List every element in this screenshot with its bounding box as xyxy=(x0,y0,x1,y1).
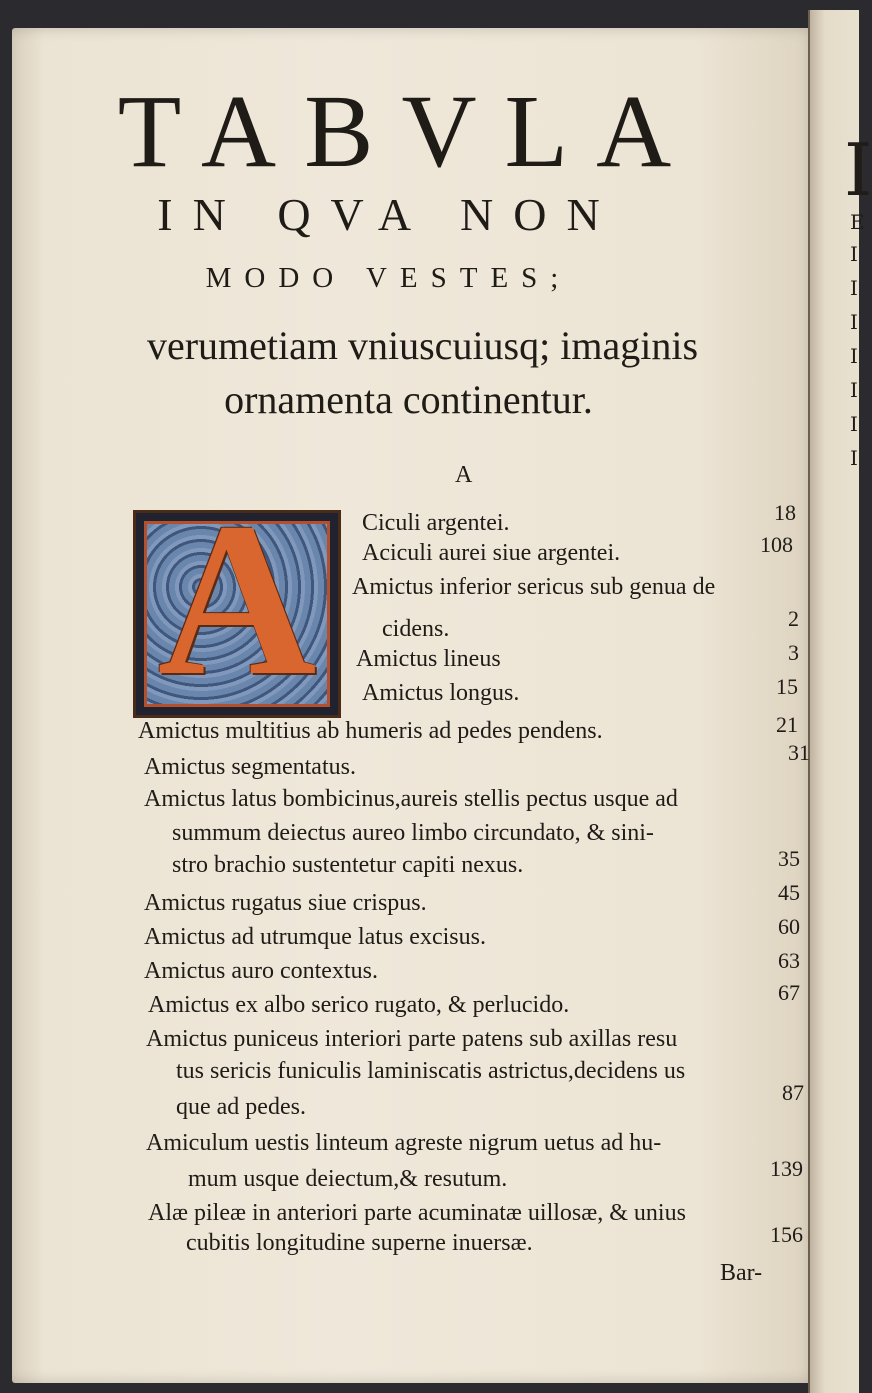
index-entry: cubitis longitudine superne inuersæ. xyxy=(186,1230,533,1256)
section-letter: A xyxy=(455,462,473,488)
page-number: 156 xyxy=(770,1222,803,1247)
index-entry: Aciculi aurei siue argentei. xyxy=(362,540,621,566)
page-number: 45 xyxy=(778,880,800,905)
next-page-letter: I xyxy=(844,128,872,212)
index-entry: stro brachio sustentetur capiti nexus. xyxy=(172,852,524,878)
index-entry: Amiculum uestis linteum agreste nigrum uetus ad hu- xyxy=(146,1130,662,1156)
page-number: 60 xyxy=(778,914,800,939)
title-modo-vestes: MODO VESTES; xyxy=(205,262,572,294)
index-entry: Amictus puniceus interiori parte patens sub axillas resu xyxy=(146,1026,678,1052)
decorated-initial xyxy=(133,477,341,721)
index-entry: Ciculi argentei. xyxy=(362,510,510,536)
next-page-letter: I xyxy=(850,446,858,470)
page-number: 63 xyxy=(778,948,800,973)
page-number: 2 xyxy=(788,606,799,631)
index-entry: Amictus multitius ab humeris ad pedes pendens. xyxy=(138,718,603,744)
index-entry: cidens. xyxy=(382,616,450,642)
title-tabvla: TABVLA xyxy=(117,74,700,189)
index-entry: Amictus ad utrumque latus excisus. xyxy=(144,924,486,950)
index-entry: summum deiectus aureo limbo circundato, & sini- xyxy=(172,820,654,846)
next-page-letter: E xyxy=(850,210,865,234)
next-page-letter: I xyxy=(850,412,858,436)
index-entry: Amictus lineus xyxy=(356,646,501,672)
page-number: 15 xyxy=(776,674,798,699)
index-entry: Amictus rugatus siue crispus. xyxy=(144,890,427,916)
page-number: 87 xyxy=(782,1080,804,1105)
subtitle-line-2: ornamenta continentur. xyxy=(224,377,593,422)
index-entry: tus sericis funiculis laminiscatis astrictus,decidens us xyxy=(176,1058,686,1084)
catchword: Bar- xyxy=(720,1260,763,1286)
page-number: 139 xyxy=(770,1156,803,1181)
next-page-letter: I xyxy=(850,276,858,300)
page-number: 31 xyxy=(788,740,810,765)
next-page-letter: I xyxy=(850,344,858,368)
index-entry: que ad pedes. xyxy=(176,1094,306,1120)
page-number: 35 xyxy=(778,846,800,871)
index-entry: Amictus auro contextus. xyxy=(144,958,378,984)
page-number: 67 xyxy=(778,980,800,1005)
index-entry: Amictus inferior sericus sub genua de xyxy=(352,574,716,600)
page-number: 108 xyxy=(760,532,793,557)
next-page-letter: I xyxy=(850,310,858,334)
index-entry: Amictus latus bombicinus,aureis stellis pectus usque ad xyxy=(144,786,678,812)
index-entry: Alæ pileæ in anteriori parte acuminatæ uillosæ, & unius xyxy=(148,1200,686,1226)
initial-letter: A xyxy=(157,477,317,721)
index-entry: mum usque deiectum,& resutum. xyxy=(188,1166,508,1192)
next-page-letter: I xyxy=(850,242,858,266)
subtitle-line-1: verumetiam vniuscuiusq; imaginis xyxy=(146,323,699,368)
page-number: 18 xyxy=(774,500,796,525)
page-number: 3 xyxy=(788,640,799,665)
next-page-letter: I xyxy=(850,378,858,402)
index-entry: Amictus ex albo serico rugato, & perlucido. xyxy=(148,992,570,1018)
index-entry: Amictus segmentatus. xyxy=(144,754,356,780)
title-in-qua-non: IN QVA NON xyxy=(157,189,620,240)
index-entry: Amictus longus. xyxy=(362,680,520,706)
page-number: 21 xyxy=(776,712,798,737)
